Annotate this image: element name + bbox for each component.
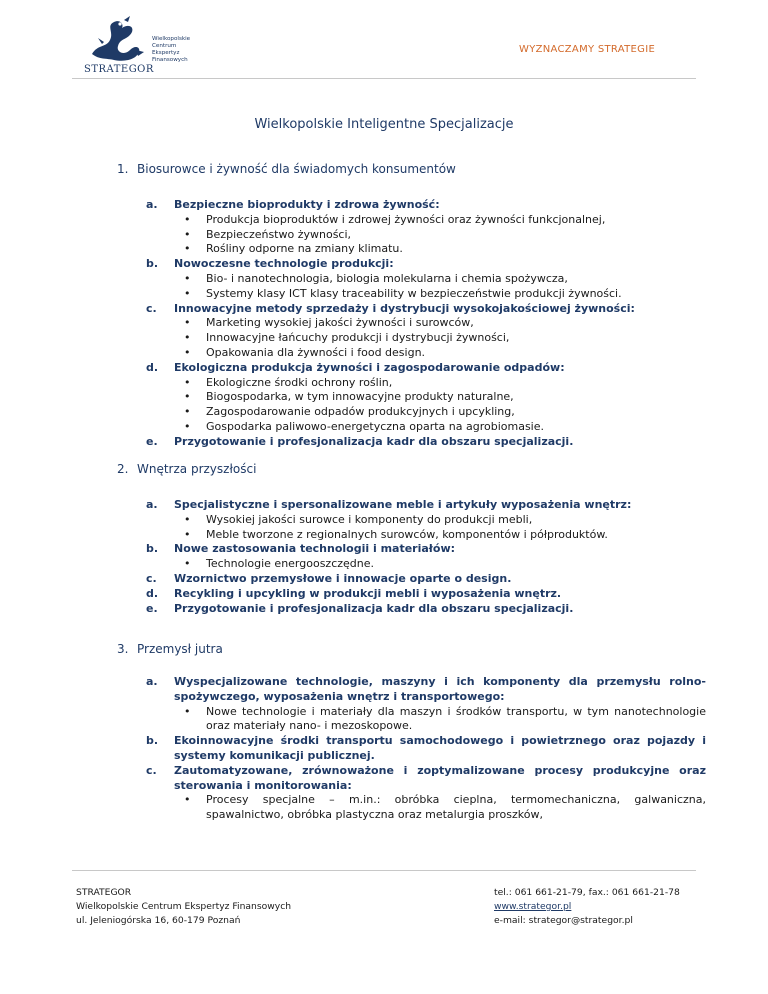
section-list-3 (146, 675, 706, 823)
list-item: b. Nowoczesne technologie produkcji: • Bio- i nanotechnologia, biologia molekularna i chemia spożywcza, • Systemy klasy ICT klasy traceability w bezpieczeństwie produkcji żywności. (146, 257, 706, 301)
list-item: e. Przygotowanie i profesjonalizacja kadr dla obszaru specjalizacji. (146, 601, 574, 615)
footer-divider (72, 870, 696, 871)
logo-brand: STRATEGOR (84, 64, 154, 75)
tagline: WYZNACZAMY STRATEGIE (519, 44, 656, 55)
list-item: c. Innowacyjne metody sprzedaży i dystrybucji wysokojakościowej żywności: • Marketing wysokiej jakości żywności i surowców, • Innowacyjne łańcuchy produkcji i dystrybucji żywności, • Opakowania dla żywności i food design. (146, 302, 706, 361)
list-item: c. Zautomatyzowane, zrównoważone i zoptymalizowane procesy produkcyjne oraz sterowania i monitorowania: • Procesy specjalne – m.in.: obróbka cieplna, termomechaniczna, galwaniczna, spawalnictwo, obróbka plastyczna oraz metalurgia proszków, (146, 764, 706, 823)
list-item: a. Specjalistyczne i spersonalizowane meble i artykuły wyposażenia wnętrz: • Wysokiej jakości surowce i komponenty do produkcji mebli, • Meble tworzone z regionalnych surowców, komponentów i półproduktów. (146, 498, 706, 542)
logo-text: Wielkopolskie Centrum Ekspertyz Finansowych (152, 36, 191, 63)
dragon-icon (84, 14, 154, 68)
website-link[interactable]: www.strategor.pl (494, 901, 572, 912)
strategor-logo (84, 14, 204, 76)
list-item: b. Nowe zastosowania technologii i materiałów: • Technologie energooszczędne. (146, 542, 706, 572)
list-item: c. Wzornictwo przemysłowe i innowacje oparte o design. (146, 571, 512, 585)
section-list-1 (146, 198, 706, 450)
page-title: Wielkopolskie Inteligentne Specjalizacje (254, 117, 514, 132)
section-heading-3: 3. Przemysł jutra (117, 642, 223, 656)
list-item: e. Przygotowanie i profesjonalizacja kadr dla obszaru specjalizacji. (146, 434, 574, 448)
section-list-2 (146, 498, 706, 616)
footer-address: STRATEGOR Wielkopolskie Centrum Ekspertyz Finansowych ul. Jeleniogórska 16, 60-179 Poznań (76, 887, 292, 926)
list-item: d. Recykling i upcykling w produkcji mebli i wyposażenia wnętrz. (146, 586, 562, 600)
list-item: b. Ekoinnowacyjne środki transportu samochodowego i powietrznego oraz pojazdy i systemy komunikacji publicznej. (146, 734, 706, 762)
section-heading-2: 2. Wnętrza przyszłości (117, 462, 257, 476)
header-divider (72, 78, 696, 79)
footer-phone: tel.: 061 661-21-79, fax.: 061 661-21-78 (494, 887, 680, 898)
list-item: a. Bezpieczne bioprodukty i zdrowa żywność: • Produkcja bioproduktów i zdrowej żywności oraz żywności funkcjonalnej, • Bezpieczeństwo żywności, • Rośliny odporne na zmiany klimatu. (146, 198, 706, 257)
footer-contact (494, 886, 680, 928)
section-heading-1: 1. Biosurowce i żywność dla świadomych konsumentów (117, 162, 456, 176)
footer-email[interactable]: e-mail: strategor@strategor.pl (494, 915, 633, 926)
list-item: a. Wyspecjalizowane technologie, maszyny i ich komponenty dla przemysłu rolno-spożywczego, wyposażenia wnętrz i transportowego: • Nowe technologie i materiały dla maszyn i środków transportu, w tym nanotechnologie oraz materiały nano- i mezoskopowe. (146, 675, 706, 734)
list-item: d. Ekologiczna produkcja żywności i zagospodarowanie odpadów: • Ekologiczne środki ochrony roślin, • Biogospodarka, w tym innowacyjne produkty naturalne, • Zagospodarowanie odpadów produkcyjnych i upcykling, • Gospodarka paliwowo-energetyczna oparta na agrobiomasie. (146, 361, 706, 435)
